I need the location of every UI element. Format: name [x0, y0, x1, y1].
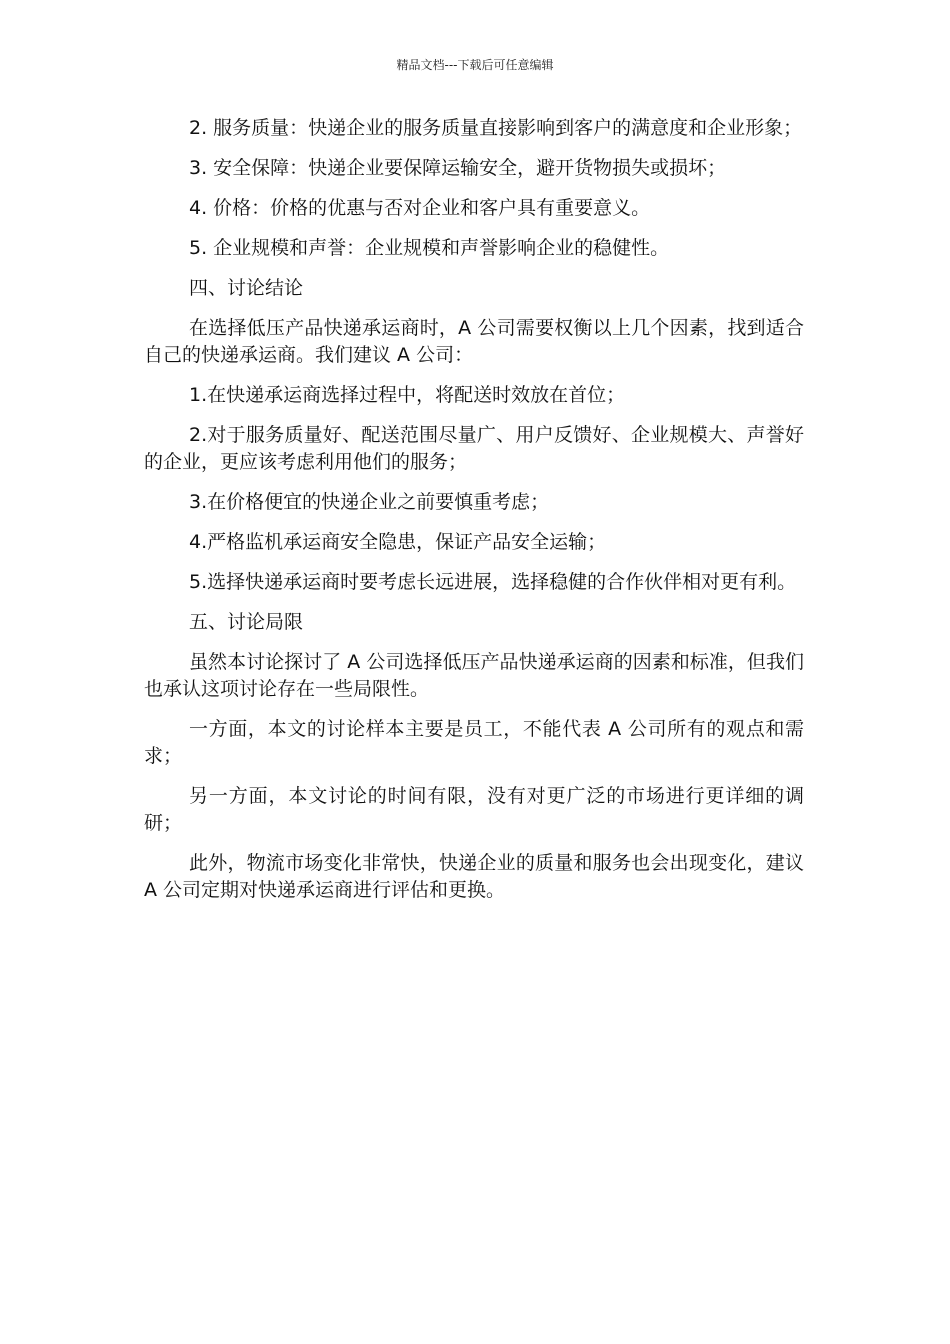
paragraph-safety: 3. 安全保障：快递企业要保障运输安全，避开货物损失或损坏； [189, 157, 727, 179]
recommendation-4: 4.严格监机承运商安全隐患，保证产品安全运输； [189, 531, 607, 553]
paragraph-limitation-sample: 一方面，本文的讨论样本主要是员工，不能代表 A 公司所有的观点和需求； [144, 718, 804, 767]
paragraph-conclusion-intro: 在选择低压产品快递承运商时，A 公司需要权衡以上几个因素，找到适合自己的快递承运商。我们建议 A 公司： [144, 317, 804, 366]
section-heading-conclusion: 四、讨论结论 [189, 277, 304, 299]
paragraph-limitation-market: 此外，物流市场变化非常快，快递企业的质量和服务也会出现变化，建议 A 公司定期对快递承运商进行评估和更换。 [144, 852, 804, 901]
recommendation-3: 3.在价格便宜的快递企业之前要慎重考虑； [189, 491, 550, 513]
paragraph-service-quality: 2. 服务质量：快递企业的服务质量直接影响到客户的满意度和企业形象； [189, 117, 803, 139]
document-body [144, 115, 804, 917]
recommendation-2: 2.对于服务质量好、配送范围尽量广、用户反馈好、企业规模大、声誉好的企业，更应该考虑利用他们的服务； [144, 424, 804, 473]
paragraph-limitations-intro: 虽然本讨论探讨了 A 公司选择低压产品快递承运商的因素和标准，但我们也承认这项讨论存在一些局限性。 [144, 651, 804, 700]
page-header: 精品文档---下载后可任意编辑 [396, 58, 554, 72]
paragraph-scale-reputation: 5. 企业规模和声誉：企业规模和声誉影响企业的稳健性。 [189, 237, 670, 259]
recommendation-1: 1.在快递承运商选择过程中，将配送时效放在首位； [189, 384, 626, 406]
section-heading-limitations: 五、讨论局限 [189, 611, 304, 633]
paragraph-price: 4. 价格：价格的优惠与否对企业和客户具有重要意义。 [189, 197, 651, 219]
paragraph-limitation-time: 另一方面，本文讨论的时间有限，没有对更广泛的市场进行更详细的调研； [144, 785, 804, 834]
recommendation-5: 5.选择快递承运商时要考虑长远进展，选择稳健的合作伙伴相对更有利。 [189, 571, 797, 593]
